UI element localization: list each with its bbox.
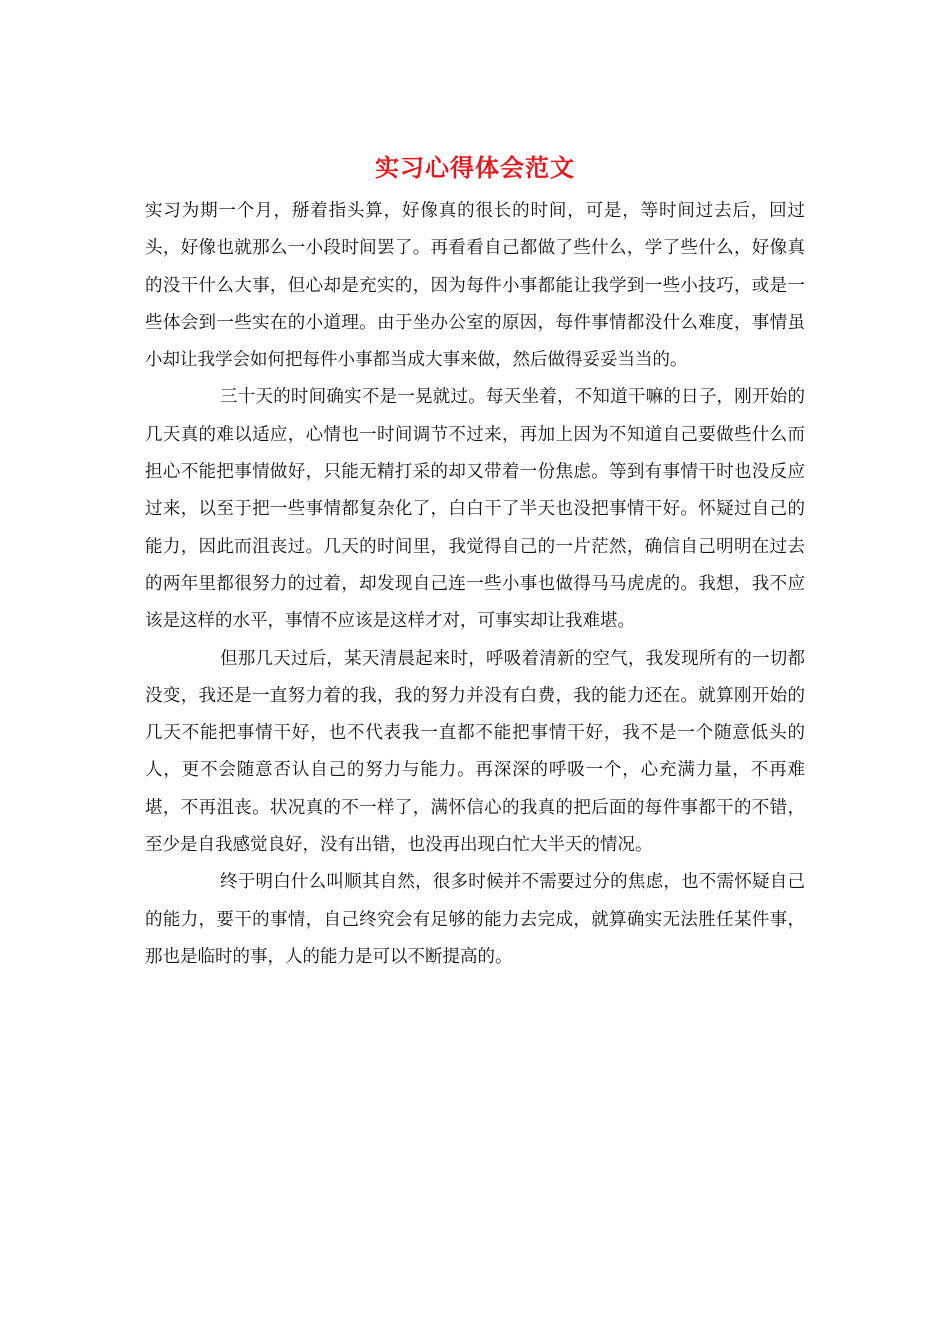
document-body <box>145 193 805 976</box>
paragraph-4: 终于明白什么叫顺其自然，很多时候并不需要过分的焦虑，也不需怀疑自己的能力，要干的事情，自己终究会有足够的能力去完成，就算确实无法胜任某件事，那也是临时的事，人的能力是可以不断提高的。 <box>145 872 805 967</box>
page-title: 实习心得体会范文 <box>375 153 575 182</box>
paragraph-2: 三十天的时间确实不是一晃就过。每天坐着，不知道干嘛的日子，刚开始的几天真的难以适应，心情也一时间调节不过来，再加上因为不知道自己要做些什么而担心不能把事情做好，只能无精打采的却又带着一份焦虑。等到有事情干时也没反应过来，以至于把一些事情都复杂化了，白白干了半天也没把事情干好。怀疑过自己的能力，因此而沮丧过。几天的时间里，我觉得自己的一片茫然，确信自己明明在过去的两年里都很努力的过着，却发现自己连一些小事也做得马马虎虎的。我想，我不应该是这样的水平，事情不应该是这样才对，可事实却让我难堪。 <box>145 387 805 632</box>
paragraph-3: 但那几天过后，某天清晨起来时，呼吸着清新的空气，我发现所有的一切都没变，我还是一直努力着的我，我的努力并没有白费，我的能力还在。就算刚开始的几天不能把事情干好，也不代表我一直都不能把事情干好，我不是一个随意低头的人，更不会随意否认自己的努力与能力。再深深的呼吸一个，心充满力量，不再难堪，不再沮丧。状况真的不一样了，满怀信心的我真的把后面的每件事都干的不错，至少是自我感觉良好，没有出错，也没再出现白忙大半天的情况。 <box>145 648 805 856</box>
paragraph-1: 实习为期一个月，掰着指头算，好像真的很长的时间，可是，等时间过去后，回过头，好像也就那么一小段时间罢了。再看看自己都做了些什么，学了些什么，好像真的没干什么大事，但心却是充实的，因为每件小事都能让我学到一些小技巧，或是一些体会到一些实在的小道理。由于坐办公室的原因，每件事情都没什么难度，事情虽小却让我学会如何把每件小事都当成大事来做，然后做得妥妥当当的。 <box>145 201 805 371</box>
